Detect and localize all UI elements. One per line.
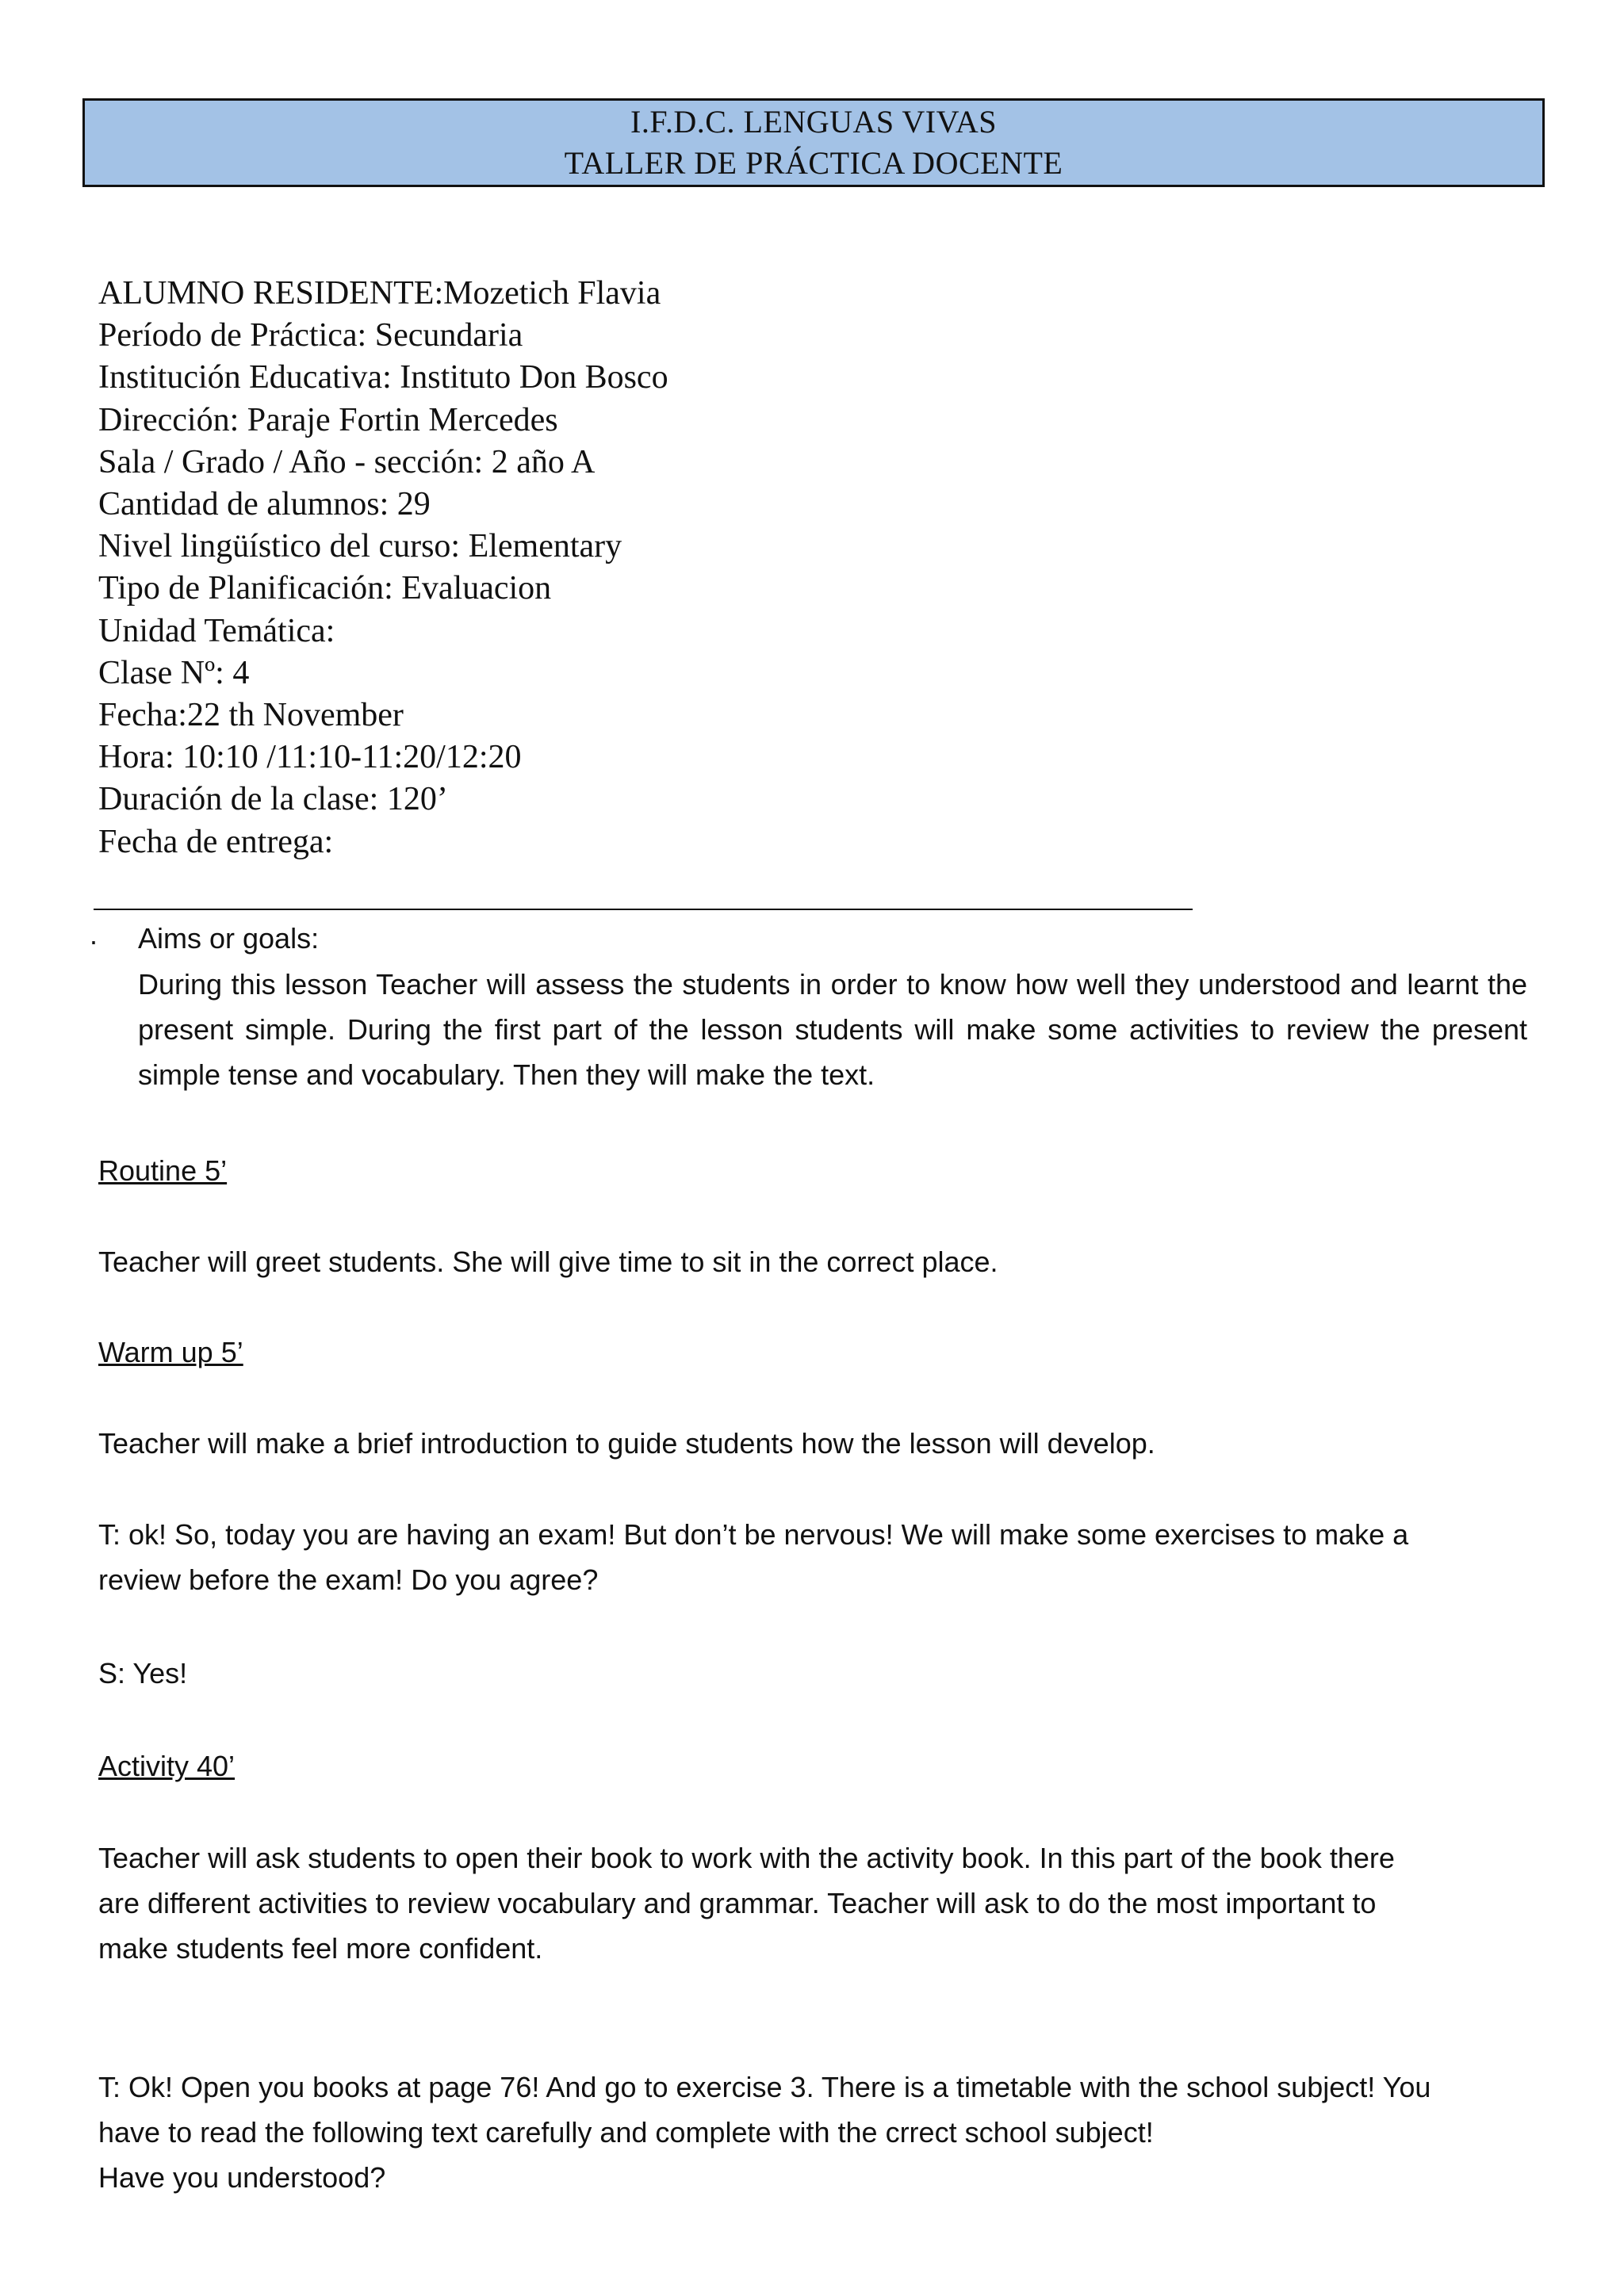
warmup-teacher-line: review before the exam! Do you agree? (98, 1563, 599, 1596)
warmup-heading: Warm up 5’ (98, 1336, 243, 1368)
info-institution: Institución Educativa: Instituto Don Bosco (98, 359, 668, 396)
warmup-teacher-line: T: ok! So, today you are having an exam! But don’t be nervous! We will make some exercises to make a (98, 1518, 1409, 1551)
warmup-paragraph: Teacher will make a brief introduction to guide students how the lesson will develop. (98, 1427, 1155, 1460)
routine-heading: Routine 5’ (98, 1154, 228, 1187)
section-divider (94, 909, 1193, 910)
aims-paragraph: During this lesson Teacher will assess the students in order to know how well they understood and learnt the present simple. During the first part of the lesson students will make some activities to review the present simple tense and vocabulary. Then they will make the text. (138, 968, 1527, 1091)
info-duration: Duración de la clase: 120’ (98, 781, 448, 818)
header-workshop: TALLER DE PRÁCTICA DOCENTE (564, 145, 1063, 181)
info-address: Dirección: Paraje Fortin Mercedes (98, 401, 558, 438)
header-institution: I.F.D.C. LENGUAS VIVAS (630, 104, 997, 140)
activity-line: make students feel more confident. (98, 1932, 543, 1965)
warmup-teacher-dialogue (98, 1512, 1529, 1602)
info-student: ALUMNO RESIDENTE:Mozetich Flavia (98, 275, 661, 312)
routine-paragraph: Teacher will greet students. She will give time to sit in the correct place. (98, 1246, 998, 1278)
info-practice-period: Período de Práctica: Secundaria (98, 317, 523, 354)
info-delivery-date: Fecha de entrega: (98, 823, 334, 860)
info-language-level: Nivel lingüístico del curso: Elementary (98, 528, 622, 565)
info-plan-type: Tipo de Planificación: Evaluacion (98, 570, 552, 607)
info-time: Hora: 10:10 /11:10-11:20/12:20 (98, 739, 522, 776)
document-header (82, 98, 1545, 187)
info-student-count: Cantidad de alumnos: 29 (98, 486, 431, 523)
activity-dialogue-line: Have you understood? (98, 2161, 386, 2194)
activity-dialogue-line: have to read the following text carefully and complete with the crrect school subject! (98, 2116, 1154, 2149)
activity-dialogue-line: T: Ok! Open you books at page 76! And go to exercise 3. There is a timetable with the school subject! You (98, 2071, 1431, 2103)
activity-line: Teacher will ask students to open their book to work with the activity book. In this part of the book there (98, 1842, 1395, 1874)
info-thematic-unit: Unidad Temática: (98, 612, 335, 649)
activity-line: are different activities to review vocabulary and grammar. Teacher will ask to do the most important to (98, 1887, 1377, 1919)
aims-label: Aims or goals: (138, 922, 320, 955)
activity-teacher-dialogue (98, 2064, 1529, 2200)
activity-heading: Activity 40’ (98, 1750, 236, 1782)
info-date: Fecha:22 th November (98, 697, 404, 734)
info-class-number: Clase Nº: 4 (98, 654, 250, 691)
bullet-icon: · (89, 924, 98, 957)
warmup-student-dialogue: S: Yes! (98, 1657, 188, 1689)
student-info-block (98, 273, 668, 863)
activity-paragraph (98, 1835, 1529, 1971)
info-grade-section: Sala / Grado / Año - sección: 2 año A (98, 443, 596, 480)
